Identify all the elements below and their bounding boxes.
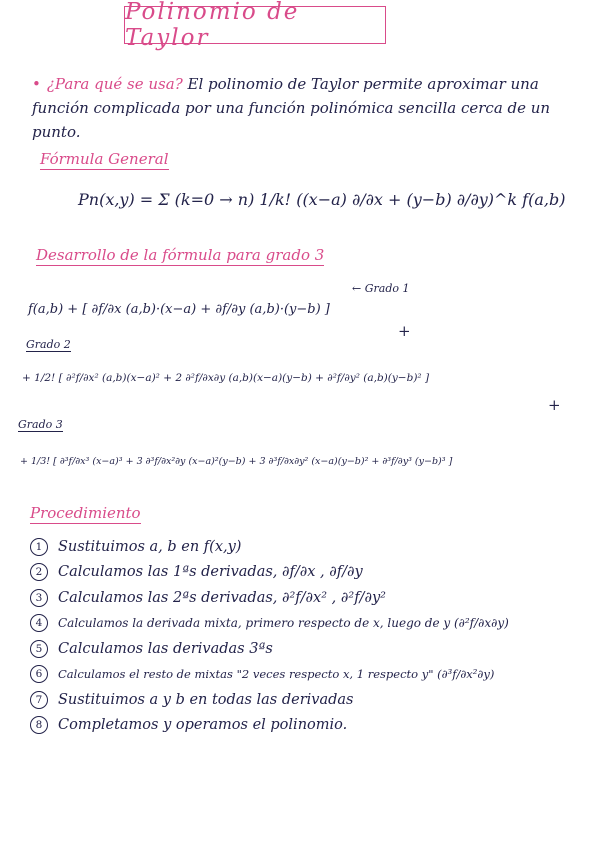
general-heading: Fórmula General [40,150,169,168]
step-text: Sustituimos a y b en todas las derivadas [58,691,354,708]
step-text: Calculamos la derivada mixta, primero respecto de x, luego de y (∂²f/∂x∂y) [58,616,509,631]
title-box [124,0,386,51]
development-line3: + 1/3! [ ∂³f/∂x³ (x−a)³ + 3 ∂³f/∂x²∂y (x−a)²(y−b) + 3 ∂³f/∂x∂y² (x−a)(y−b)² + ∂³f/∂y³ (y−b)³ ] [20,456,453,467]
step-number: 6 [30,665,48,683]
grado1-label: ← Grado 1 [352,282,410,295]
procedure-step [30,636,590,662]
step-text: Calculamos las 1ªs derivadas, ∂f/∂x , ∂f/∂y [58,564,363,581]
grado3-label: Grado 3 [18,418,63,431]
intro-paragraph [32,72,572,144]
procedure-step [30,560,590,586]
step-text: Sustituimos a, b en f(x,y) [58,538,242,555]
page-title: Polinomio de Taylor [125,0,300,51]
grado2-label: Grado 2 [26,338,71,351]
intro-question: ¿Para qué se usa? [46,75,183,93]
step-text: Calculamos las derivadas 3ªs [58,640,273,657]
step-number: 1 [30,538,48,556]
plus-1: + [398,322,411,340]
plus-2: + [548,396,561,414]
procedure-step [30,687,590,713]
intro-text: El polinomio de Taylor permite aproximar una función complicada por una función polinómica sencilla cerca de un punto. [32,75,551,141]
step-number: 7 [30,691,48,709]
step-number: 5 [30,640,48,658]
step-number: 8 [30,716,48,734]
step-text: Completamos y operamos el polinomio. [58,717,348,734]
procedure-step [30,662,590,688]
step-number: 3 [30,589,48,607]
general-formula: Pn(x,y) = Σ (k=0 → n) 1/k! ((x−a) ∂/∂x + (y−b) ∂/∂y)^k f(a,b) [78,190,566,209]
step-text: Calculamos el resto de mixtas "2 veces respecto x, 1 respecto y" (∂³f/∂x²∂y) [58,667,495,682]
procedure-list [30,534,590,738]
development-line2: + 1/2! [ ∂²f/∂x² (a,b)(x−a)² + 2 ∂²f/∂x∂y (a,b)(x−a)(y−b) + ∂²f/∂y² (a,b)(y−b)² ] [22,372,430,384]
bullet: • [32,75,41,93]
development-heading: Desarrollo de la fórmula para grado 3 [36,246,325,264]
step-number: 2 [30,563,48,581]
development-line1: f(a,b) + [ ∂f/∂x (a,b)·(x−a) + ∂f/∂y (a,b)·(y−b) ] [28,302,330,317]
step-number: 4 [30,614,48,632]
step-text: Calculamos las 2ªs derivadas, ∂²f/∂x² , ∂²f/∂y² [58,589,386,606]
procedure-heading: Procedimiento [30,504,141,522]
procedure-step [30,713,590,739]
procedure-step [30,611,590,637]
procedure-step [30,585,590,611]
procedure-step [30,534,590,560]
